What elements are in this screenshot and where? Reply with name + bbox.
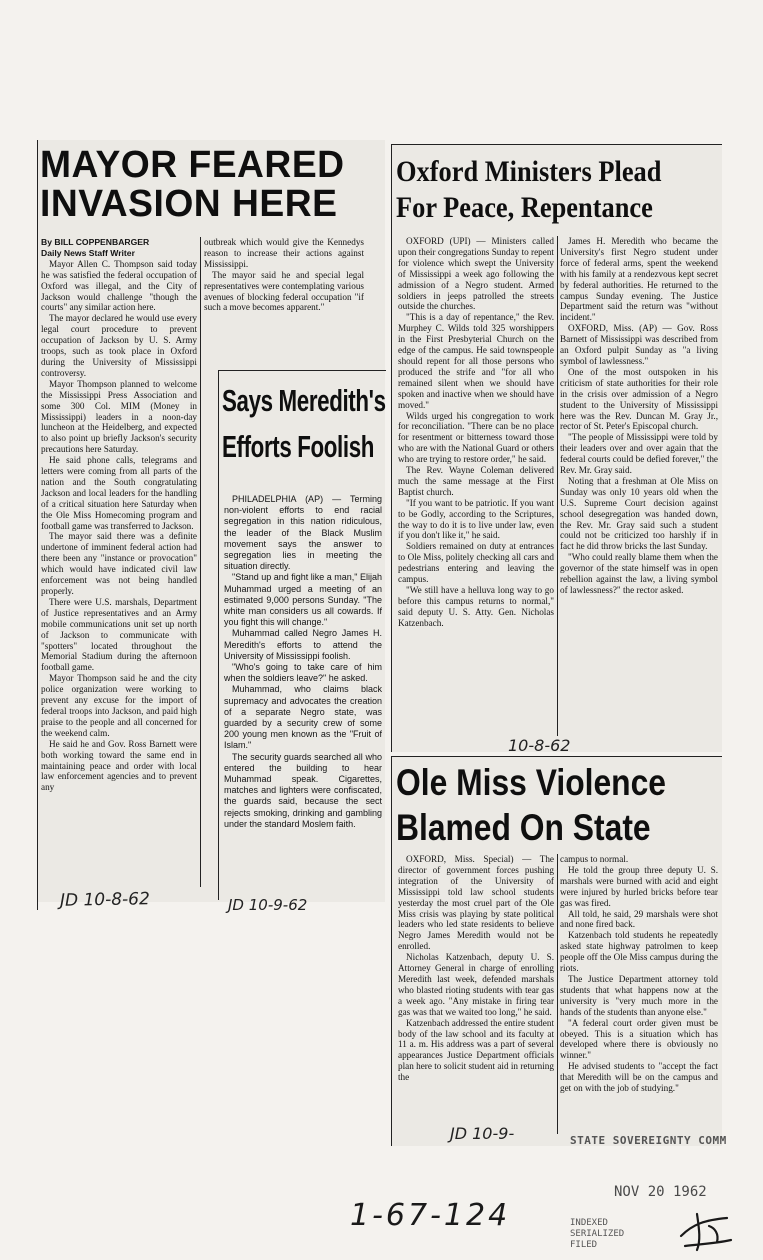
paragraph: The Justice Department attorney told students that what happens now at the university is "very much more in the hands of the students than anyone else." <box>560 973 718 1017</box>
clipping-border-left <box>391 144 392 752</box>
paragraph: Katzenbach told students he repeatedly asked state highway patrolmen to keep people off the Ole Miss campus during the riots. <box>560 930 718 974</box>
paragraph: Katzenbach addressed the entire student body of the law school and its faculty at 11 a. m. His address was a part of several appearances Justice Department officials plan here to solicit student aid in returning the <box>398 1017 554 1083</box>
paragraph: outbreak which would give the Kennedys reason to increase their actions against Mississippi. <box>204 237 364 269</box>
paragraph: The security guards searched all who entered the building to hear Muhammad speak. Cigarettes, matches and lighters were confiscated, the guards said, because the sect rejects smoking, drinking and gambling under the standard Moslem faith. <box>224 751 382 829</box>
headline-line-1: Says Meredith's <box>222 383 386 418</box>
indexed-stamp: INDEXED <box>570 1218 608 1228</box>
paragraph: OXFORD, Miss. Special) — The director of government forces pushing integration of the University of Mississippi told law school students yesterday the most cruel part of the Ole Miss crisis was playing by state political leaders who led state residents to believe Negro James Meredith would not be enrolled. <box>398 854 554 952</box>
filed-stamp: FILED <box>570 1240 598 1250</box>
headline-line-2: Efforts Foolish <box>222 429 375 464</box>
headline-says-meredith <box>222 378 386 470</box>
paragraph: He said phone calls, telegrams and letters were coming from all parts of the nation and the South congratulating Jackson and local leaders for the handling of a critical situation here Saturday when the Ole Miss Homecoming program and football game was transferred to Jackson. <box>41 455 197 531</box>
paragraph: There were U.S. marshals, Department of Justice representatives and an Army mobile communications unit set up north of Jackson to communicate with "spotters" located throughout the Memorial Stadium during the afternoon football game. <box>41 596 197 673</box>
article-column <box>224 494 382 884</box>
paragraph: Muhammad called Negro James H. Meredith's efforts to attend the University of Mississippi foolish. <box>224 628 382 661</box>
headline-line-1: Ole Miss Violence <box>396 762 667 803</box>
headline-line-1: Oxford Ministers Plead <box>396 155 662 188</box>
clipping-border-top <box>218 370 386 371</box>
handwritten-date: JD 10-9- <box>450 1124 515 1143</box>
headline-line-2: Blamed On State <box>396 807 651 848</box>
paragraph: Wilds urged his congregation to work for reconciliation. "There can be no place for resentment or bitterness toward those who are with the National Guard or others who are trying to restore order," he said. <box>398 410 554 465</box>
byline-title: Daily News Staff Writer <box>41 247 135 258</box>
paragraph: He advised students to "accept the fact that Meredith will be on the campus and get on with the job of studying." <box>560 1061 718 1094</box>
article-column <box>398 854 554 1134</box>
paragraph: "We still have a helluva long way to go before this campus returns to normal," said deputy U. S. Atty. Gen. Nicholas Katzenbach. <box>398 585 554 628</box>
handwritten-date: JD 10-8-62 <box>59 889 151 911</box>
handwritten-date: 10-8-62 <box>508 736 571 755</box>
paragraph: Soldiers remained on duty at entrances to Ole Miss, politely checking all cars and pedestrians entering and leaving the campus. <box>398 541 554 585</box>
paragraph: OXFORD, Miss. (AP) — Gov. Ross Barnett of Mississippi was described from an Oxford pulpit Sunday as "a living symbol of lawlessness." <box>560 323 718 366</box>
paragraph: Mayor Thompson planned to welcome the Mississippi Press Association and some 300 Col. MIM (Money in Mississippi) leaders in a noon-day luncheon at the Heidelberg, and expected to also point up briefly Jackson's security precautions here Saturday. <box>41 378 197 455</box>
paragraph: "A federal court order given must be obeyed. This is a situation which has developed where there is obviously no winner." <box>560 1017 718 1061</box>
paragraph: James H. Meredith who became the University's first Negro student under force of federal arms, spent the weekend with his family at a rendezvous kept secret by federal authorities. He returned to the campus Sunday evening. The Justice Department said the return was "without incident." <box>560 236 718 323</box>
paragraph: The Rev. Wayne Coleman delivered much the same message at the First Baptist church. <box>398 465 554 497</box>
paragraph: Muhammad, who claims black supremacy and advocates the creation of a separate Negro state, was guarded by a security crew of some 200 young men known as the "Fruit of Islam." <box>224 684 382 751</box>
paragraph: PHILADELPHIA (AP) — Terming non-violent efforts to end racial segregation in this nation ridiculous, the leader of the Black Muslim movement says the answer to segregation lies in meeting the situation directly. <box>224 494 382 572</box>
paragraph: Mayor Allen C. Thompson said today he was satisfied the federal occupation of Oxford was illegal, and the City of Jackson would challenge "though the courts" any similar action here. <box>41 258 197 313</box>
headline-ole-miss-violence <box>396 760 666 850</box>
paragraph: Nicholas Katzenbach, deputy U. S. Attorney General in charge of enrolling Meredith last week, defended marshals who blasted rioting students with tear gas a week ago. "Any mistake in firing tear gas was that we waited too long," he said. <box>398 952 554 1017</box>
headline-line-1: MAYOR FEARED <box>40 144 345 186</box>
paragraph: All told, he said, 29 marshals were shot and none fired back. <box>560 908 718 930</box>
paragraph: One of the most outspoken in his criticism of state authorities for their role in the crisis over admission of a Negro student to the University of Mississippi here was the Rev. Duncan M. Gray Jr., rector of St. Peter's Episcopal church. <box>560 366 718 432</box>
column-divider <box>557 236 558 736</box>
article-column <box>560 236 718 736</box>
paragraph: Mayor Thompson said he and the city police organization were working to prevent any excuse for the import of federal troops into Jackson, and paid high praise to the people and all concerned for the weekend calm. <box>41 673 197 738</box>
paragraph: "The people of Mississippi were told by their leaders over and over again that the federal courts could be defied forever," the Rev. Mr. Gray said. <box>560 432 718 476</box>
commission-stamp: STATE SOVEREIGNTY COMM <box>570 1134 727 1147</box>
column-divider <box>557 854 558 1134</box>
paragraph: The mayor declared he would use every legal court procedure to prevent occupation of Jackson by U. S. Army troops, such as took place in Oxford during the University of Mississippi controversy. <box>41 313 197 378</box>
date-stamp: NOV 20 1962 <box>614 1184 707 1200</box>
file-number: 1-67-124 <box>350 1198 511 1233</box>
headline-line-2: INVASION HERE <box>40 182 338 225</box>
serialized-stamp: SERIALIZED <box>570 1229 625 1239</box>
article-column <box>204 237 364 347</box>
paragraph: "Stand up and fight like a man," Elijah Muhammad urged a meeting of an estimated 9,000 persons Sunday. "The white man considers us all cowards. If you fight this will change." <box>224 572 382 628</box>
clipping-border-top <box>391 144 722 145</box>
clipping-border-top <box>391 756 722 757</box>
paragraph: "Who could really blame them when the governor of the state himself was in open rebellion against the law, a living symbol of lawlessness?" the rector asked. <box>560 552 718 595</box>
paragraph: He said he and Gov. Ross Barnett were both working toward the same end in maintaining peace and order with local law enforcement agencies and to prevent any <box>41 738 197 793</box>
article-column <box>398 236 554 736</box>
column-divider <box>200 237 201 887</box>
headline-line-2: For Peace, Repentance <box>396 191 653 224</box>
clipping-border-left <box>218 370 219 900</box>
handwritten-date: JD 10-9-62 <box>228 896 308 914</box>
paragraph: The mayor said he and special legal representatives were contemplating various avenues of blocking federal occupation "if such a move becomes apparent." <box>204 269 364 313</box>
article-column <box>41 237 197 887</box>
initials-signature-icon <box>675 1206 735 1254</box>
paragraph: Noting that a freshman at Ole Miss on Sunday was only 10 years old when the U.S. Supreme Court decision against school desegregation was handed down, the Rev. Mr. Gray said such a student could not be criticized too harshly if in fact he did throw bricks the last Sunday. <box>560 475 718 552</box>
paragraph: "If you want to be patriotic. If you want to be Godly, according to the Scriptures, the way to do it is to live under law, even if you don't like it," he said. <box>398 497 554 541</box>
paragraph: The mayor said there was a definite undertone of imminent federal action had there been any "instance or provocation" which would have indicated civil law enforcement was not being handled properly. <box>41 531 197 596</box>
article-column <box>560 854 718 1134</box>
headline-oxford-ministers <box>396 154 661 226</box>
clipping-border-left <box>391 756 392 1146</box>
paragraph: "Who's going to take care of him when the soldiers leave?" he asked. <box>224 662 382 684</box>
paragraph: campus to normal. <box>560 854 629 864</box>
byline-author: By BILL COPPENBARGER <box>41 237 150 247</box>
paragraph: OXFORD (UPI) — Ministers called upon their congregations Sunday to repent for violence which swept the University of Mississippi a week ago following the admission of a Negro student. Armed soldiers in jeeps patrolled the streets outside the churches. <box>398 236 554 312</box>
paragraph: "This is a day of repentance," the Rev. Murphey C. Wilds told 325 worshippers in the First Presbyterial Church on the edge of the campus. He said townspeople should repent for all those persons who produced the strife and "for all who remained silent when we should have spoken and inactive when we should have moved." <box>398 312 554 410</box>
headline-mayor-feared <box>40 146 345 224</box>
paragraph: He told the group three deputy U. S. marshals were burned with acid and eight were injured by hurled bricks before tear gas was fired. <box>560 864 718 908</box>
clipping-border-left <box>37 140 38 910</box>
